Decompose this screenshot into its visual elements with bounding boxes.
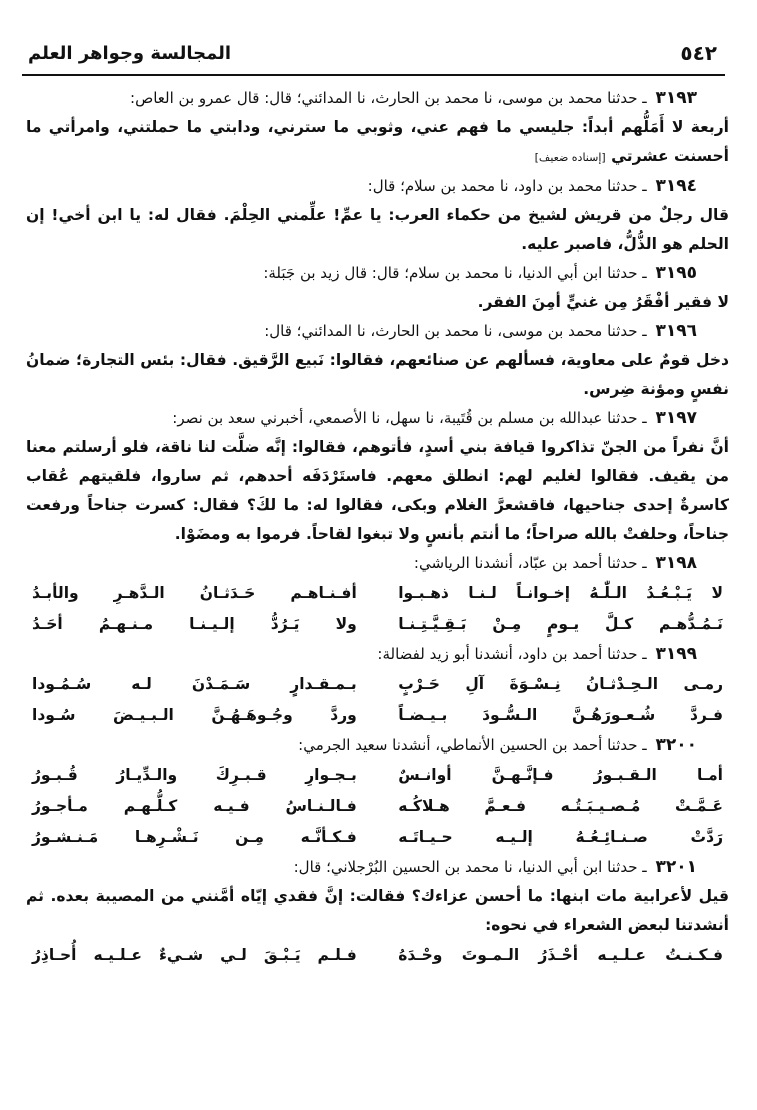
entry-3194-matn	[26, 201, 729, 259]
isnad-text: ـ حدثنا ابن أبي الدنيا، نا محمد بن الحسين البُرْجلاني؛ قال:	[293, 858, 647, 876]
verse-second-half: فـكـأنَّـه مِـن نَـشْـرِهـا مَـنـشـورُ	[32, 828, 357, 846]
entry-3197-isnad	[26, 404, 729, 433]
verse-first-half: رَدَّتْ صـنـائِـعُـهُ إلـيـه حـيـاتَـه	[398, 828, 723, 846]
page-content	[26, 84, 729, 971]
verse-line	[26, 700, 729, 731]
matn-text: أنَّ نفراً من الجنّ تذاكروا قيافة بني أسدٍ، فأتوهم، فقالوا: إنَّه ضلَّت لنا ناقة، فلو أرسلتم معنا من يقيف. فقالوا لغليم لهم: انطلق معهم. فاستَرْدَفَه أحدهم، ثم ساروا، فلقيتهم عُقاب كاسرةٌ إحدى جناحيها، فاقشعرَّ الغلام وبكى، فقالوا له: ما لكَ؟ فقال: كسرت جناحاً ورفعت جناحاً، وحلفتْ بالله صراحاً؛ ما أنتم بأنسٍ ولا تبغوا لقاحاً. فرموا به ومضَوْا.	[26, 438, 729, 543]
verse-first-half: رمـى الـحِـدْثـانُ نِـسْـوَةَ آلِ حَـرْبٍ	[398, 675, 723, 693]
verse-first-half: أمـا الـقـبـورُ فـإنَّـهـنَّ أوانـسٌ	[398, 766, 723, 784]
isnad-text: ـ حدثنا أحمد بن الحسين الأنماطي، أنشدنا سعيد الجرمي:	[298, 736, 647, 754]
isnad-text: ـ حدثنا أحمد بن عبّاد، أنشدنا الرياشي:	[413, 554, 647, 572]
verse-line	[26, 760, 729, 791]
verse-first-half: فـردَّ شُـعـورَهُـنَّ الـسُّـودَ بـيـضـاً	[398, 706, 723, 724]
matn-text: أربعة لا أَمَلُّهم أبداً: جليسي ما فهم عني، وثوبي ما سترني، ودابتي ما حملتني، وامرأتي ما أحسنت عشرتي	[26, 118, 729, 165]
verse-line	[26, 791, 729, 822]
entry-number: ٣١٩٥	[655, 263, 697, 283]
matn-text: قال رجلٌ من قريش لشيخ من حكماء العرب: يا عمِّ! علِّمني الحِلْمَ. فقال له: يا ابن أخي! إن الحلم هو الذُّلُّ، فاصبر عليه.	[26, 206, 729, 253]
entry-3196-matn	[26, 346, 729, 404]
entry-3201-matn	[26, 882, 729, 940]
entry-number: ٣١٩٧	[655, 408, 697, 428]
matn-text: دخل قومٌ على معاوية، فسألهم عن صنائعهم، فقالوا: نَبيع الرَّقيق. فقال: بئس التجارة؛ ضمانُ نفسٍ ومؤنة ضِرس.	[26, 351, 729, 398]
entry-number: ٣١٩٩	[655, 644, 697, 664]
verse-first-half: لا يَـبْـعُـدُ الـلّٰـهُ إخـوانـاً لـنـا ذهـبـوا	[398, 584, 723, 602]
entry-3195-matn	[26, 288, 729, 317]
page-header	[28, 38, 717, 68]
entry-number: ٣٢٠٠	[655, 735, 697, 755]
verse-second-half: فـلـم يَـبْـقَ لـي شـيءٌ عـلـيـه أُحـاذِرُ	[32, 946, 357, 964]
verse-second-half: أفـنـاهـم حَـدَثـانُ الـدَّهـرِ والأبـدُ	[32, 584, 357, 602]
entry-3200-isnad	[26, 731, 729, 760]
entry-3196-isnad	[26, 317, 729, 346]
book-title: المجالسة وجواهر العلم	[28, 42, 232, 64]
verse-line	[26, 578, 729, 609]
entry-number: ٣١٩٣	[655, 88, 697, 108]
entry-number: ٣١٩٤	[655, 176, 697, 196]
verse-line	[26, 940, 729, 971]
entry-3195-isnad	[26, 259, 729, 288]
matn-text: قيل لأعرابية مات ابنها: ما أحسن عزاءك؟ فقالت: إنَّ فقدي إيّاه أمَّنني من المصيبة بعده. ثم أنشدتنا لبعض الشعراء في نحوه:	[26, 887, 729, 934]
entry-3199-isnad	[26, 640, 729, 669]
header-rule	[22, 74, 725, 76]
entry-3197-matn	[26, 433, 729, 549]
isnad-text: ـ حدثنا ابن أبي الدنيا، نا محمد بن سلام؛ قال: قال زيد بن جَبَلة:	[263, 264, 647, 282]
entry-number: ٣١٩٨	[655, 553, 697, 573]
verse-second-half: ولا يَـرُدُّ إلـيـنـا مـنـهـمُ أحَـدُ	[32, 615, 357, 633]
page-number: ٥٤٢	[680, 41, 717, 65]
isnad-text: ـ حدثنا محمد بن موسى، نا محمد بن الحارث، نا المدائني؛ قال: قال عمرو بن العاص:	[130, 89, 647, 107]
entry-3193-isnad	[26, 84, 729, 113]
verse-first-half: عَـمَّـتْ مُـصـيـبَـتُـه فـعـمَّ هـلاكُـه	[398, 797, 723, 815]
entry-number: ٣١٩٦	[655, 321, 697, 341]
entry-number: ٣٢٠١	[655, 857, 697, 877]
verse-second-half: فـالـنـاسُ فـيـه كـلُّـهـم مـأجـورُ	[32, 797, 357, 815]
verse-line	[26, 822, 729, 853]
verse-second-half: بـجـوارِ قـبـرِكَ والـدِّيـارُ قُـبـورُ	[32, 766, 357, 784]
matn-text: لا فقير أفْقَرُ مِن غنيٍّ أمِنَ الفقر.	[477, 293, 729, 311]
isnad-text: ـ حدثنا محمد بن داود، نا محمد بن سلام؛ قال:	[367, 177, 647, 195]
grading-note: [إسناده ضعيف]	[534, 151, 606, 164]
entry-3194-isnad	[26, 172, 729, 201]
isnad-text: ـ حدثنا محمد بن موسى، نا محمد بن الحارث، نا المدائني؛ قال:	[264, 322, 647, 340]
isnad-text: ـ حدثنا أحمد بن داود، أنشدنا أبو زيد لفضالة:	[377, 645, 647, 663]
entry-3201-isnad	[26, 853, 729, 882]
verse-second-half: وردَّ وجُـوهَـهُـنَّ الـبـيـضَ سُـودا	[32, 706, 357, 724]
entry-3198-isnad	[26, 549, 729, 578]
entry-3193-matn	[26, 113, 729, 172]
isnad-text: ـ حدثنا عبدالله بن مسلم بن قُتَيبة، نا سهل، نا الأصمعي، أخبرني سعد بن نصر:	[172, 409, 647, 427]
verse-first-half: فـكـنـتُ عـلـيـه أحْـذَرُ الـمـوتَ وحْـدَهُ	[398, 946, 723, 964]
verse-line	[26, 609, 729, 640]
verse-second-half: بـمـقـدارٍ سَـمَـدْنَ لـه سُـمُـودا	[32, 675, 357, 693]
verse-line	[26, 669, 729, 700]
verse-first-half: نَـمُـدُّهـم كـلَّ يـومٍ مِـنْ بَـقِـيَّـتِـنـا	[398, 615, 723, 633]
